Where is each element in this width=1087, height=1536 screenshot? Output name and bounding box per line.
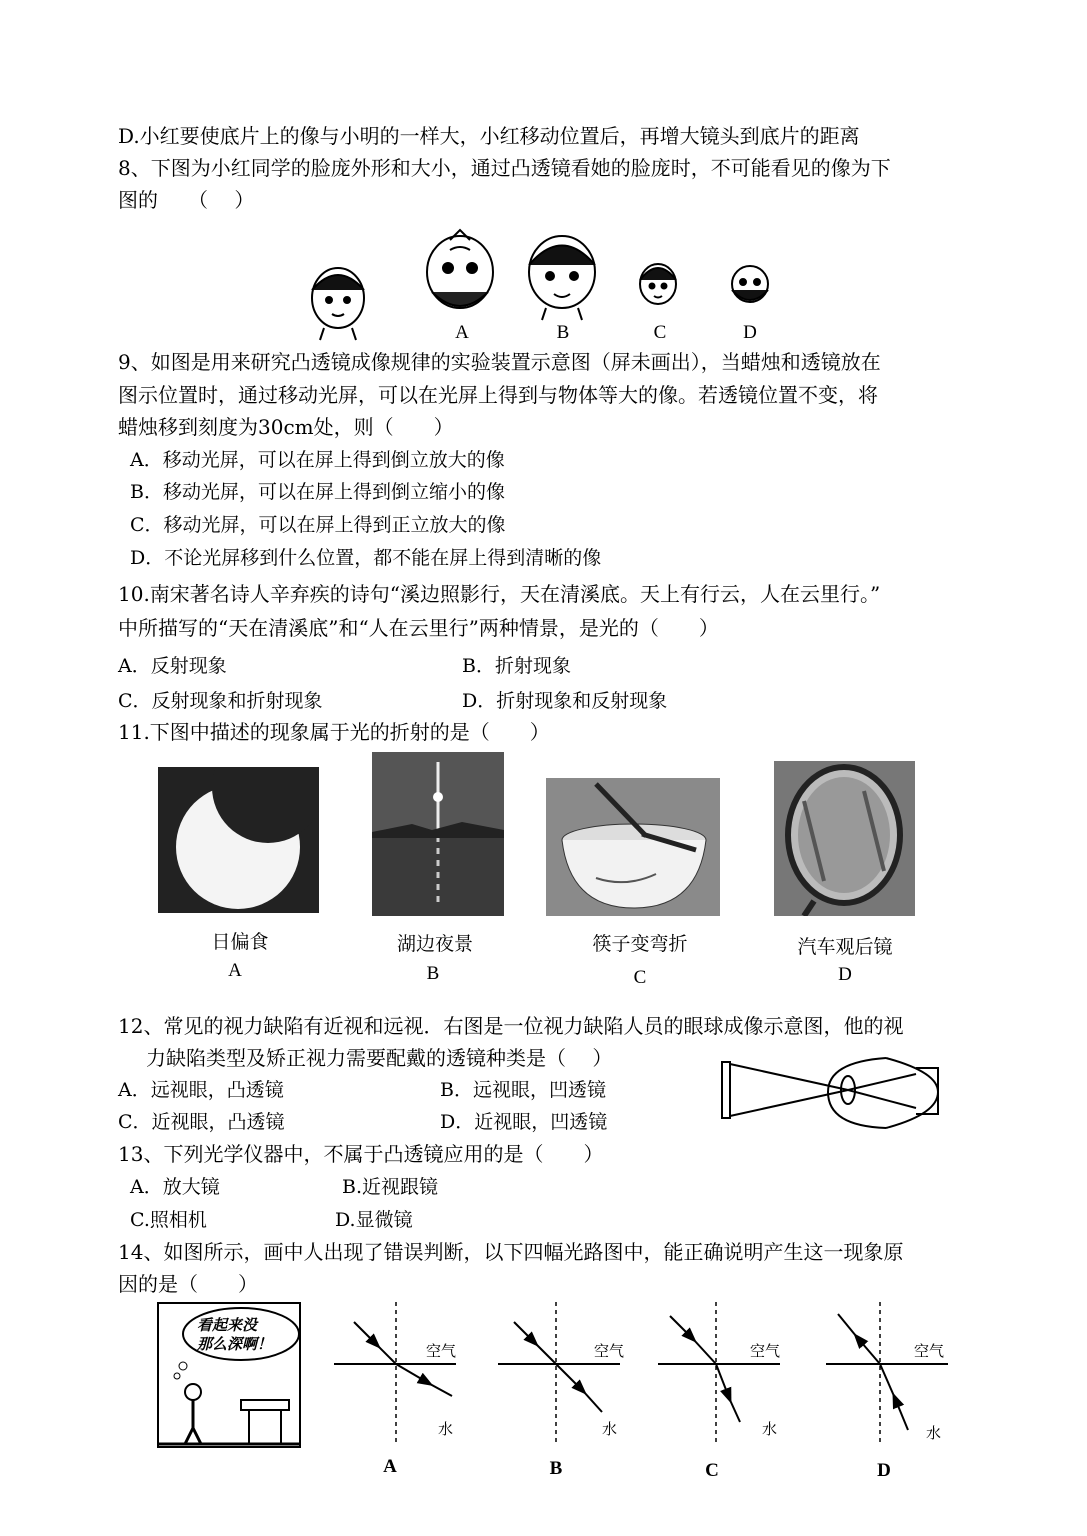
- q14-label-b: B: [549, 1458, 563, 1479]
- air-label-c: 空气: [750, 1342, 781, 1360]
- q14-stem-2: 因的是（ ）: [118, 1272, 258, 1296]
- q14-stem-1: 14、如图所示，画中人出现了错误判断，以下四幅光路图中，能正确说明产生这一现象原: [118, 1240, 904, 1264]
- face-a: [427, 230, 493, 308]
- q13-option-d: D.显微镜: [335, 1209, 413, 1231]
- air-label-b: 空气: [594, 1342, 625, 1360]
- q11-photo-eclipse: [158, 767, 319, 913]
- q13-option-c: C.照相机: [130, 1209, 207, 1231]
- face-d: [732, 266, 768, 302]
- q11-label-b: B: [426, 963, 440, 984]
- q12-option-b: B．远视眼，凹透镜: [440, 1079, 606, 1101]
- q12-eye-diagram: [716, 1052, 946, 1132]
- air-label-d: 空气: [914, 1342, 945, 1360]
- q11-caption-b: 湖边夜景: [396, 933, 473, 955]
- q14-cartoon-text-2: 那么深啊！: [197, 1335, 273, 1353]
- q14-label-d: D: [877, 1460, 891, 1481]
- q10-option-a: A．反射现象: [118, 655, 227, 677]
- q10-option-c: C．反射现象和折射现象: [118, 690, 323, 712]
- q8-label-c: C: [653, 322, 667, 343]
- q14-cartoon-bubble: [197, 1316, 272, 1354]
- q12-stem-1: 12、常见的视力缺陷有近视和远视．右图是一位视力缺陷人员的眼球成像示意图，他的视: [118, 1014, 904, 1038]
- q14-cartoon-text-1: 看起来没: [197, 1316, 258, 1334]
- water-label-b: 水: [602, 1420, 618, 1438]
- q12-stem-2: 力缺陷类型及矫正视力需要配戴的透镜种类是（ ）: [146, 1046, 613, 1070]
- water-label-c: 水: [762, 1420, 778, 1438]
- q10-stem-2: 中所描写的“天在清溪底”和“人在云里行”两种情景，是光的（ ）: [118, 616, 719, 640]
- q14-label-c: C: [705, 1460, 719, 1481]
- q11-caption-d: 汽车观后镜: [797, 936, 893, 958]
- q12-option-a: A．远视眼，凸透镜: [118, 1079, 284, 1101]
- q11-label-c: C: [633, 967, 647, 988]
- q9-stem-2: 图示位置时，通过移动光屏，可以在光屏上得到与物体等大的像。若透镜位置不变，将: [118, 383, 878, 407]
- face-b: [529, 236, 595, 320]
- q11-photo-chopstick-bowl: [546, 778, 720, 916]
- q8-stem-2: 图的 （ ）: [118, 188, 255, 212]
- q11-photo-lake-night: [372, 752, 504, 916]
- q8-label-b: B: [556, 322, 570, 343]
- q11-label-d: D: [838, 964, 852, 985]
- q12-option-d: D．近视眼，凹透镜: [440, 1111, 608, 1133]
- q8-faces-figure: [300, 210, 790, 345]
- q9-stem-1: 9、如图是用来研究凸透镜成像规律的实验装置示意图（屏未画出），当蜡烛和透镜放在: [118, 350, 881, 374]
- face-c: [640, 264, 676, 304]
- air-label-a: 空气: [426, 1342, 457, 1360]
- q14-ray-diagrams: [330, 1296, 970, 1456]
- q8-stem-1: 8、下图为小红同学的脸庞外形和大小，通过凸透镜看她的脸庞时，不可能看见的像为下: [118, 156, 891, 180]
- q11-label-a: A: [228, 960, 242, 981]
- q11-caption-c: 筷子变弯折: [592, 933, 688, 955]
- water-label-a: 水: [438, 1420, 454, 1438]
- q14-label-a: A: [383, 1456, 397, 1477]
- q9-option-d: D．不论光屏移到什么位置，都不能在屏上得到清晰的像: [130, 547, 602, 569]
- q9-option-a: A．移动光屏，可以在屏上得到倒立放大的像: [130, 449, 505, 471]
- q13-stem: 13、下列光学仪器中，不属于凸透镜应用的是（ ）: [118, 1142, 604, 1166]
- q10-option-b: B．折射现象: [462, 655, 571, 677]
- q10-stem-1: 10.南宋著名诗人辛弃疾的诗句“溪边照影行，天在清溪底。天上有行云，人在云里行。”: [118, 582, 881, 606]
- q8-label-d: D: [743, 322, 757, 343]
- q14-cartoon: [157, 1302, 301, 1448]
- water-label-d: 水: [926, 1424, 942, 1442]
- q9-stem-3: 蜡烛移到刻度为30cm处，则（ ）: [118, 415, 454, 439]
- q8-label-a: A: [455, 322, 469, 343]
- q7-option-d: D.小红要使底片上的像与小明的一样大，小红移动位置后，再增大镜头到底片的距离: [118, 124, 860, 148]
- q11-photo-car-mirror: [774, 761, 915, 916]
- face-original: [312, 268, 364, 340]
- q11-stem: 11.下图中描述的现象属于光的折射的是（ ）: [118, 720, 550, 744]
- q13-option-a: A．放大镜: [130, 1176, 220, 1198]
- q9-option-b: B．移动光屏，可以在屏上得到倒立缩小的像: [130, 481, 505, 503]
- q13-option-b: B.近视跟镜: [342, 1176, 439, 1198]
- q11-caption-a: 日偏食: [211, 931, 269, 953]
- q9-option-c: C．移动光屏，可以在屏上得到正立放大的像: [130, 514, 506, 536]
- q10-option-d: D．折射现象和反射现象: [462, 690, 668, 712]
- q12-option-c: C．近视眼，凸透镜: [118, 1111, 285, 1133]
